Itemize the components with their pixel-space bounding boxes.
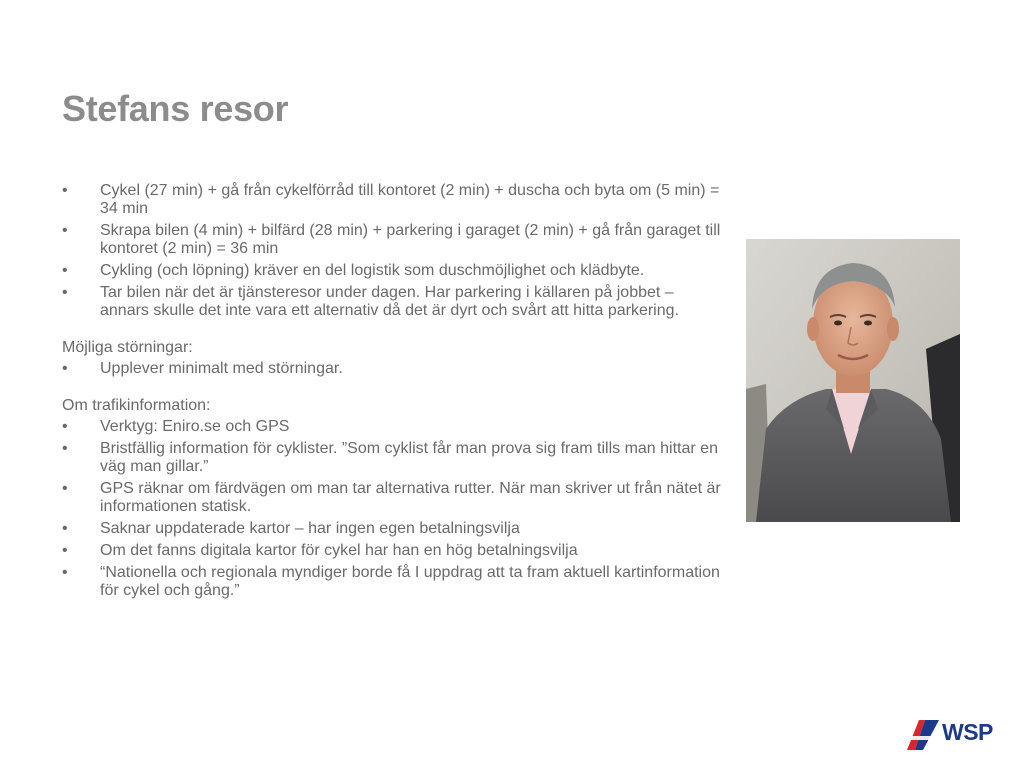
section-heading: Om trafikinformation: — [62, 397, 211, 414]
list-item-text: Saknar uppdaterade kartor – har ingen egen betalningsvilja — [100, 520, 520, 537]
bullet-icon: • — [62, 262, 68, 279]
traffic-info-section — [62, 397, 722, 600]
list-item-text: GPS räknar om färdvägen om man tar alternativa rutter. När man skriver ut från nätet är informationen statisk. — [100, 480, 721, 515]
portrait-image — [746, 239, 960, 522]
bullet-icon: • — [62, 480, 68, 497]
list-item-text: Skrapa bilen (4 min) + bilfärd (28 min) + parkering i garaget (2 min) + gå från garaget till kontoret (2 min) = 36 min — [100, 222, 721, 257]
logo-wordmark: WSP — [942, 719, 993, 745]
wsp-logo-icon — [905, 716, 941, 752]
list-item-text: Cykel (27 min) + gå från cykelförråd till kontoret (2 min) + duscha och byta om (5 min) = 34 min — [100, 182, 720, 217]
list-item-text: Om det fanns digitala kartor för cykel har han en hög betalningsvilja — [100, 542, 578, 559]
list-item — [62, 418, 722, 436]
list-item — [62, 262, 722, 280]
list-item-text: Cykling (och löpning) kräver en del logistik som duschmöjlighet och klädbyte. — [100, 262, 645, 279]
bullet-icon: • — [62, 564, 68, 581]
bullet-icon: • — [62, 182, 68, 199]
list-item — [62, 222, 722, 258]
list-item — [62, 520, 722, 538]
list-item — [62, 360, 722, 378]
list-item-text: Verktyg: Eniro.se och GPS — [100, 418, 290, 435]
bullet-icon: • — [62, 284, 68, 301]
list-item — [62, 284, 722, 320]
bullet-icon: • — [62, 360, 68, 377]
list-item-text: Upplever minimalt med störningar. — [100, 360, 343, 377]
list-item-text: “Nationella och regionala myndiger borde få I uppdrag att ta fram aktuell kartinformation för cykel och gång.” — [100, 564, 720, 599]
portrait-photo — [746, 239, 960, 522]
slide-title: Stefans resor — [62, 88, 289, 129]
disturbances-bullet-list — [62, 360, 722, 378]
intro-section — [62, 182, 722, 320]
bullet-icon: • — [62, 440, 68, 457]
list-item — [62, 182, 722, 218]
slide-body — [62, 182, 722, 604]
company-logo — [905, 716, 1001, 752]
list-item — [62, 564, 722, 600]
intro-bullet-list — [62, 182, 722, 320]
section-heading: Möjliga störningar: — [62, 339, 193, 356]
traffic-info-bullet-list — [62, 418, 722, 600]
list-item — [62, 480, 722, 516]
bullet-icon: • — [62, 418, 68, 435]
list-item — [62, 542, 722, 560]
disturbances-section — [62, 339, 722, 378]
list-item-text: Bristfällig information för cyklister. ”Som cyklist får man prova sig fram tills man hittar en väg man gillar.” — [100, 440, 718, 475]
bullet-icon: • — [62, 542, 68, 559]
list-item — [62, 440, 722, 476]
bullet-icon: • — [62, 222, 68, 239]
list-item-text: Tar bilen när det är tjänsteresor under dagen. Har parkering i källaren på jobbet – annars skulle det inte vara ett alternativ då det är dyrt och svårt att hitta parkering. — [100, 284, 679, 319]
bullet-icon: • — [62, 520, 68, 537]
